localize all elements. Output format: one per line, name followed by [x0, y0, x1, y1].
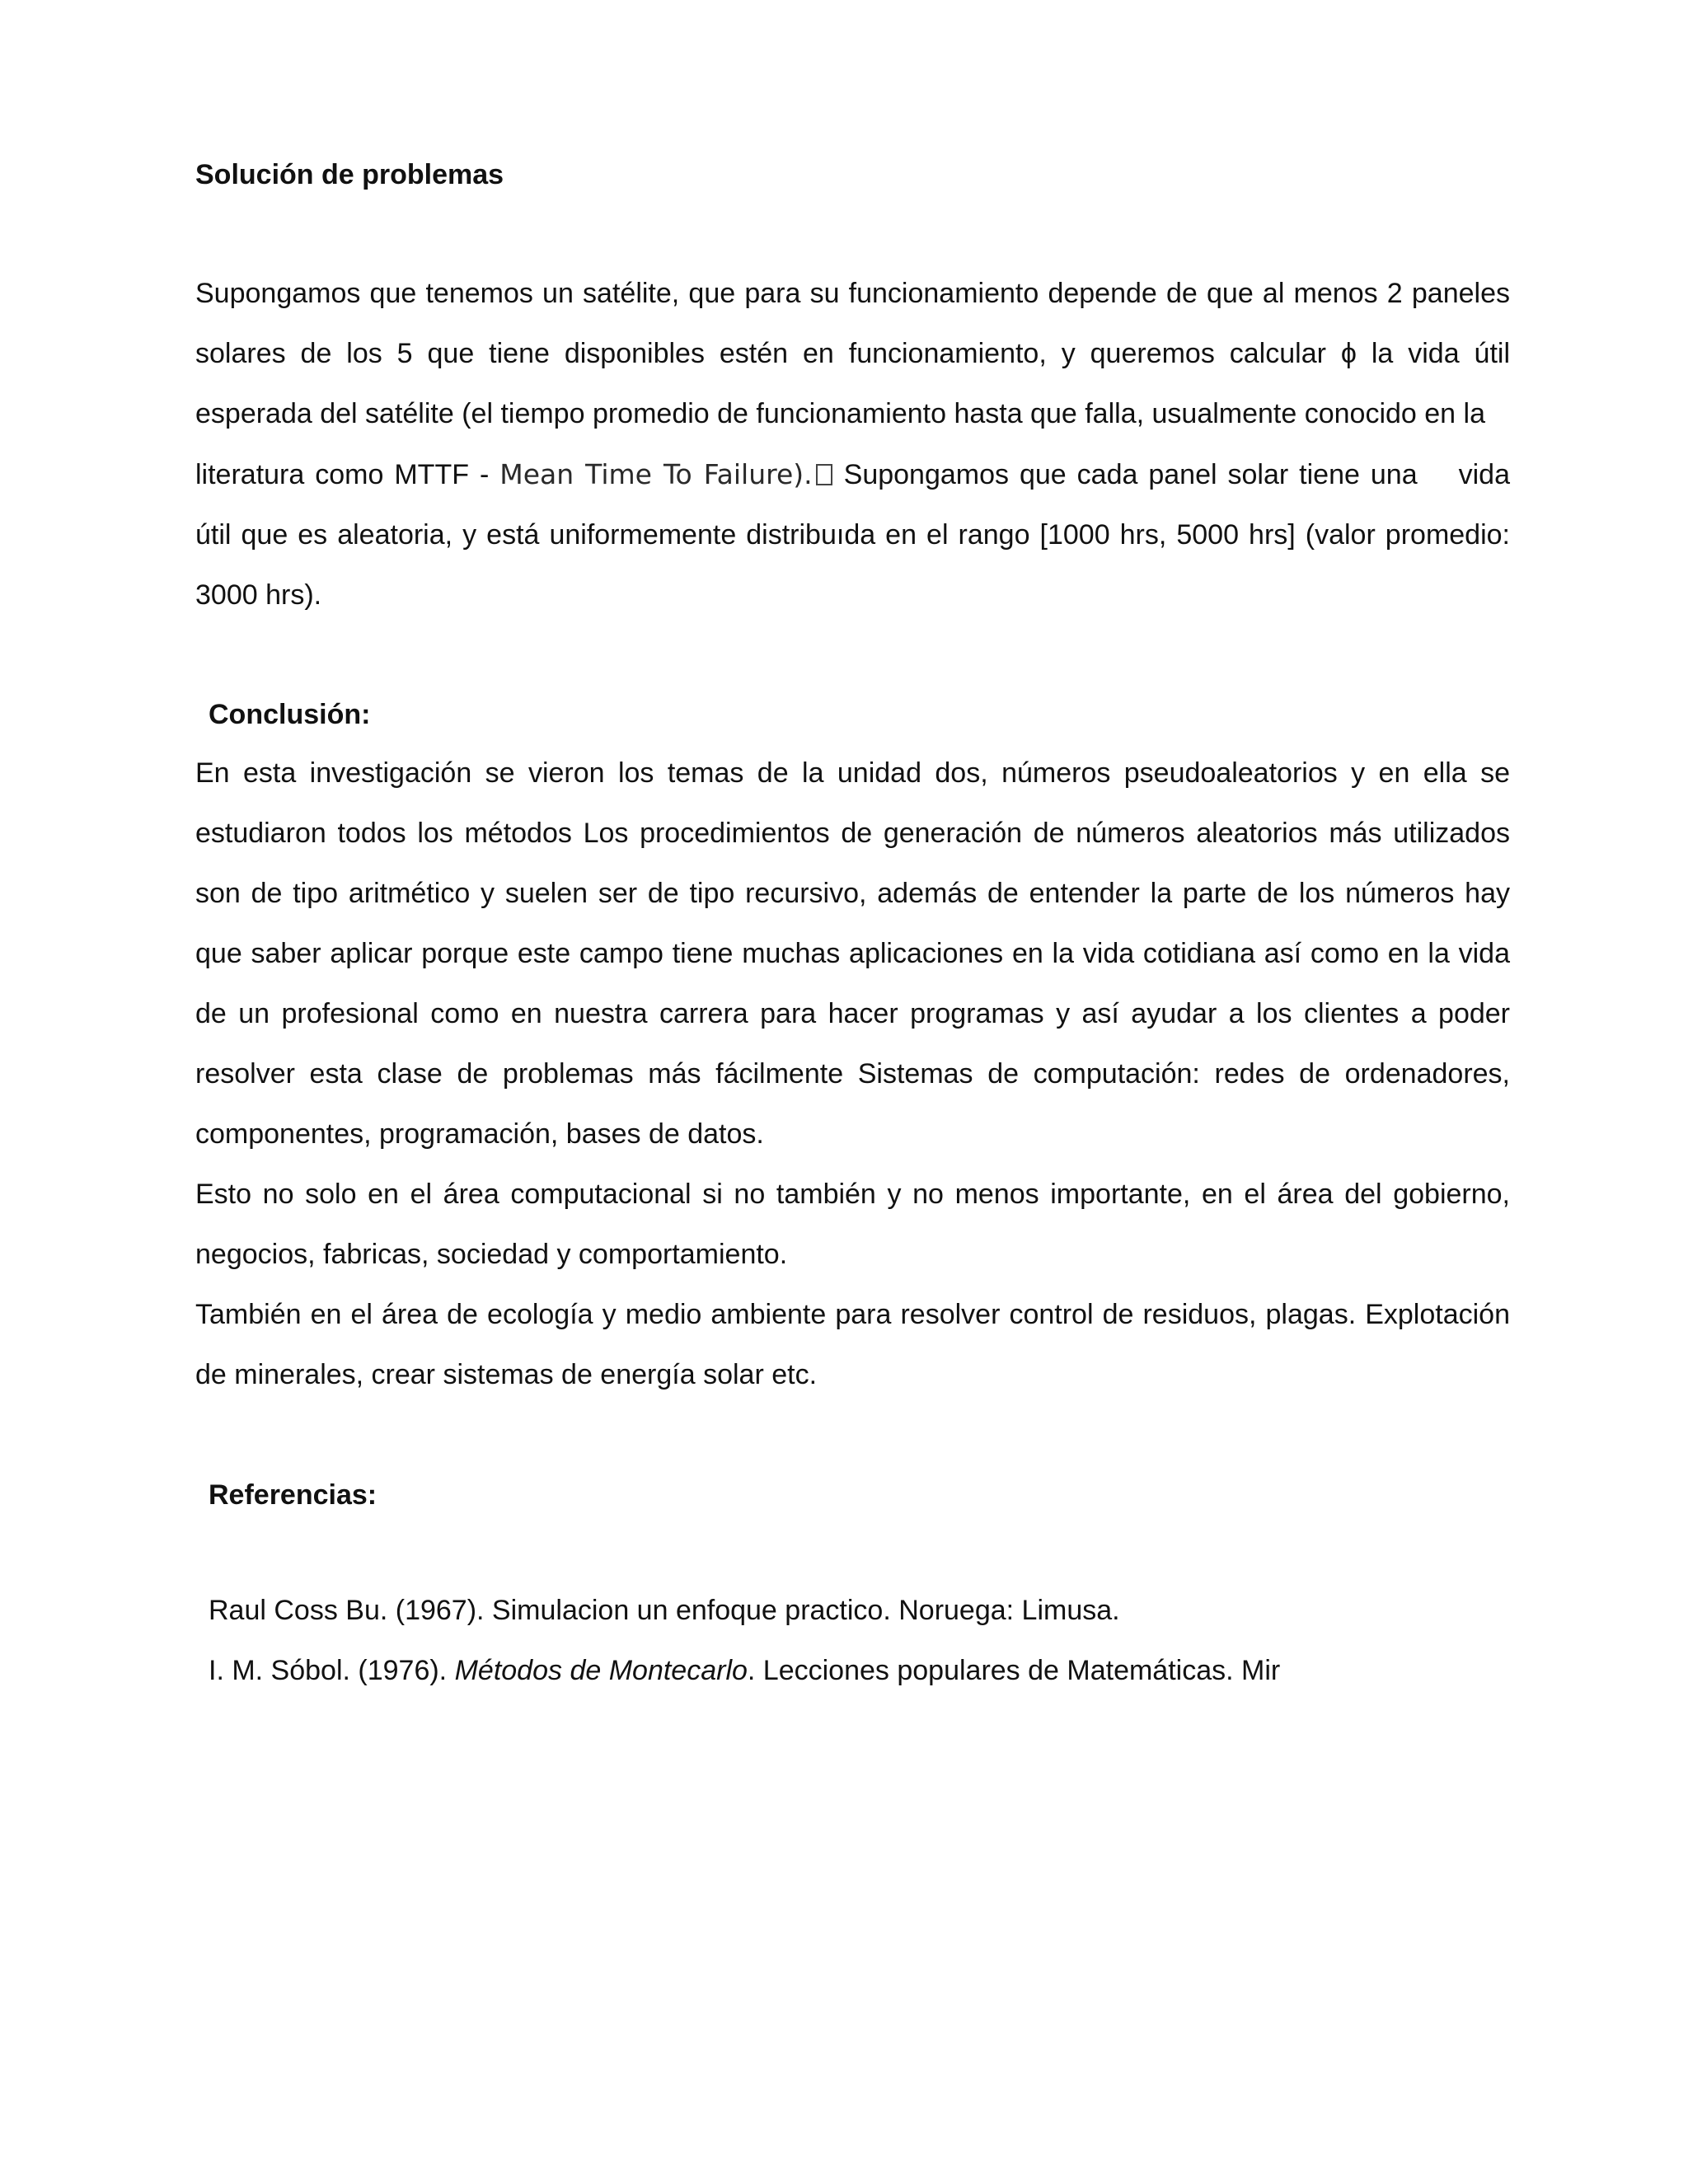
missing-glyph-icon: [816, 464, 832, 485]
problem-text-2: literatura como MTTF -: [195, 459, 490, 490]
references-heading: Referencias:: [209, 1479, 377, 1511]
conclusion-heading: Conclusión:: [209, 699, 371, 730]
conclusion-paragraph-1: En esta investigación se vieron los temas de la unidad dos, números pseudoaleatorios y en ella se estudiaron todos los métodos Los procedimientos de generación de números aleatorios más utilizados son de tipo aritmético y suelen ser de tipo recursivo, además de entender la parte de los números hay que saber aplicar porque este campo tiene muchas aplicaciones en la vida cotidiana así como en la vida de un profesional como en nuestra carrera para hacer programas y así ayudar a los clientes a poder resolver esta clase de problemas más fácilmente Sistemas de computación: redes de ordenadores, componentes, programación, bases de datos.: [195, 757, 1510, 1150]
reference-publisher: . Lecciones populares de Matemáticas. Mir: [747, 1655, 1281, 1686]
problem-text-3: Supongamos que cada panel solar tiene una: [843, 459, 1418, 490]
reference-item: Raul Coss Bu. (1967). Simulacion un enfoque practico. Noruega: Limusa.: [209, 1595, 1120, 1626]
mttf-highlight: Mean Time To Failure).: [499, 458, 813, 490]
conclusion-paragraph-2: Esto no solo en el área computacional si no también y no menos importante, en el área del gobierno, negocios, fabricas, sociedad y comportamiento.: [195, 1179, 1510, 1270]
reference-book-title: Métodos de Montecarlo: [454, 1655, 748, 1686]
conclusion-paragraph-3: También en el área de ecología y medio ambiente para resolver control de residuos, plagas. Explotación de minerales, crear sistemas de energía solar etc.: [195, 1299, 1510, 1390]
reference-item: [209, 1652, 1280, 1689]
problem-heading: Solución de problemas: [195, 159, 504, 190]
problem-paragraph: [195, 264, 1510, 626]
reference-author: I. M. Sóbol. (1976).: [209, 1655, 448, 1686]
problem-text-1: Supongamos que tenemos un satélite, que para su funcionamiento depende de que al menos 2 paneles solares de los 5 que tiene disponibles estén en funcionamiento, y queremos calcular ϕ la vida útil esperada del satélite (el tiempo promedio de funcionamiento hasta que falla, usualmente conocido en la: [195, 278, 1510, 429]
problem-text-4: vida útil que es aleatoria, y está uniformemente distribuıda en el rango [1000 hrs, 5000 hrs] (valor promedio: 3000 hrs).: [195, 459, 1510, 611]
